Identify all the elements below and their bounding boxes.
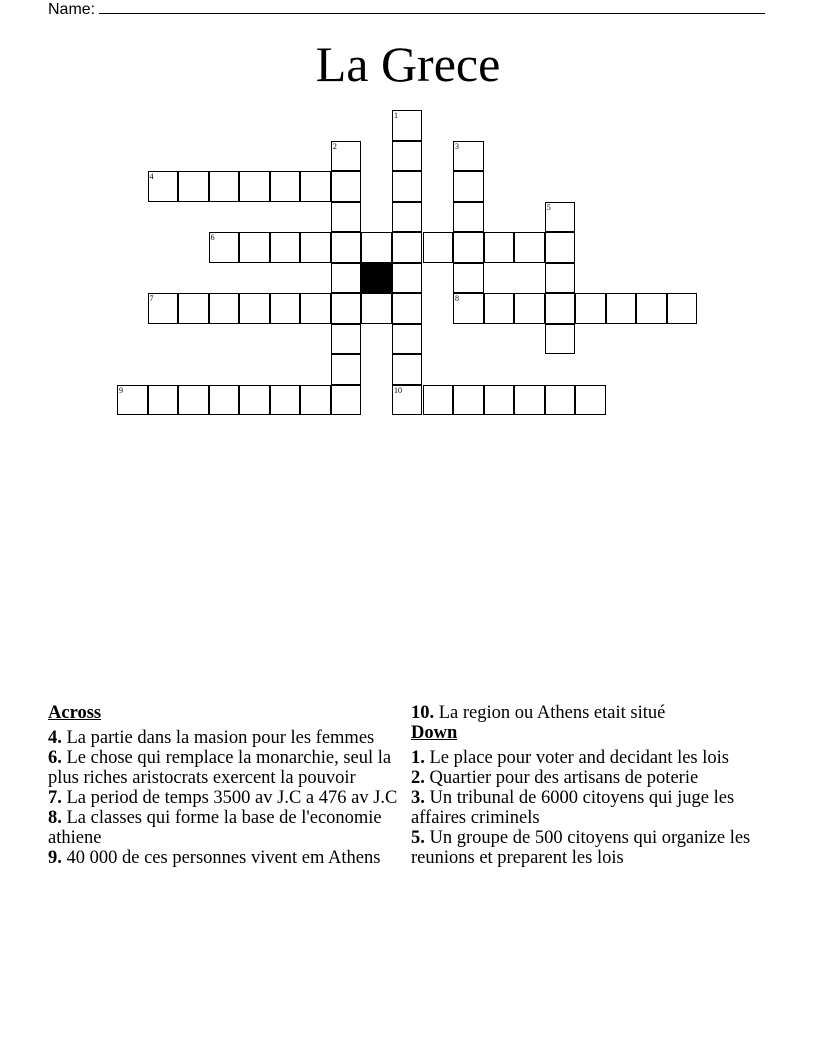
grid-cell[interactable] [392, 110, 423, 141]
grid-cell[interactable] [270, 232, 301, 263]
grid-cell[interactable] [545, 293, 576, 324]
grid-cell[interactable] [606, 293, 637, 324]
grid-cell[interactable] [514, 293, 545, 324]
grid-cell[interactable] [545, 263, 576, 294]
grid-cell[interactable] [453, 141, 484, 172]
grid-cell[interactable] [117, 385, 148, 416]
grid-cell[interactable] [178, 293, 209, 324]
grid-cell[interactable] [392, 354, 423, 385]
name-field[interactable] [48, 0, 765, 20]
grid-cell[interactable] [178, 385, 209, 416]
down-heading: Down [411, 723, 458, 743]
grid-cell[interactable] [300, 171, 331, 202]
grid-cell[interactable] [361, 293, 392, 324]
grid-cell[interactable] [453, 385, 484, 416]
clue-number: 10 [393, 385, 402, 395]
grid-cell[interactable] [392, 202, 423, 233]
clue-number: 5 [546, 202, 551, 212]
black-cell [361, 263, 392, 294]
grid-cell[interactable] [209, 171, 240, 202]
grid-cell[interactable] [545, 324, 576, 355]
grid-cell[interactable] [270, 293, 301, 324]
clue-number: 1 [393, 111, 398, 120]
clues-down-column [411, 703, 771, 868]
name-blank-line[interactable] [99, 0, 765, 14]
grid-cell[interactable] [239, 171, 270, 202]
grid-cell[interactable] [209, 385, 240, 416]
clue-down-5: 5. Un groupe de 500 citoyens qui organize les reunions et preparent les lois [411, 828, 751, 868]
grid-cell[interactable] [209, 293, 240, 324]
grid-cell[interactable] [331, 324, 362, 355]
clue-number: 6 [210, 233, 215, 243]
grid-cell[interactable] [514, 232, 545, 263]
grid-cell[interactable] [453, 293, 484, 324]
grid-cell[interactable] [331, 141, 362, 172]
grid-cell[interactable] [484, 385, 515, 416]
across-heading: Across [48, 703, 102, 723]
grid-cell[interactable] [453, 232, 484, 263]
grid-cell[interactable] [209, 232, 240, 263]
grid-cell[interactable] [453, 171, 484, 202]
grid-cell[interactable] [331, 293, 362, 324]
name-label: Name: [48, 1, 96, 18]
clue-number: 9 [119, 385, 123, 395]
page-title: La Grece [315, 36, 501, 92]
grid-cell[interactable] [392, 385, 423, 416]
grid-cell[interactable] [545, 202, 576, 233]
grid-cell[interactable] [453, 263, 484, 294]
grid-cell[interactable] [392, 141, 423, 172]
grid-cell[interactable] [361, 232, 392, 263]
clue-across-9: 9. 40 000 de ces personnes vivent em Athens [48, 848, 381, 868]
grid-cell[interactable] [575, 385, 606, 416]
clue-number: 7 [149, 294, 154, 304]
grid-cell[interactable] [575, 293, 606, 324]
grid-cell[interactable] [239, 293, 270, 324]
grid-cell[interactable] [392, 232, 423, 263]
grid-cell[interactable] [239, 385, 270, 416]
clue-across-7: 7. La period de temps 3500 av J.C a 476 av J.C [48, 788, 398, 808]
grid-cell[interactable] [484, 232, 515, 263]
grid-cell[interactable] [300, 232, 331, 263]
grid-cell[interactable] [545, 232, 576, 263]
clue-number: 3 [455, 141, 460, 151]
clue-down-2: 2. Quartier pour des artisans de poterie [411, 768, 699, 788]
clue-across-4: 4. La partie dans la masion pour les femmes [48, 728, 375, 748]
grid-cell[interactable] [270, 385, 301, 416]
grid-cell[interactable] [270, 171, 301, 202]
grid-cell[interactable] [300, 385, 331, 416]
grid-cell[interactable] [331, 263, 362, 294]
clue-number: 2 [332, 141, 337, 151]
grid-cell[interactable] [484, 293, 515, 324]
clue-down-1: 1. Le place pour voter and decidant les lois [411, 748, 729, 768]
clue-down-3: 3. Un tribunal de 6000 citoyens qui juge les affaires criminels [411, 788, 735, 828]
clue-across-10: 10. La region ou Athens etait situé [411, 703, 666, 723]
grid-cell[interactable] [667, 293, 698, 324]
grid-cell[interactable] [239, 232, 270, 263]
grid-cell[interactable] [331, 354, 362, 385]
grid-cell[interactable] [423, 385, 454, 416]
grid-cell[interactable] [148, 385, 179, 416]
grid-cell[interactable] [178, 171, 209, 202]
grid-cell[interactable] [514, 385, 545, 416]
clue-across-6: 6. Le chose qui remplace la monarchie, seul la plus riches aristocrats exercent la pouvoir [48, 748, 392, 788]
grid-cell[interactable] [331, 202, 362, 233]
grid-cell[interactable] [392, 293, 423, 324]
grid-cell[interactable] [300, 293, 331, 324]
clue-number: 4 [149, 172, 154, 182]
grid-cell[interactable] [545, 385, 576, 416]
clue-number: 8 [455, 294, 460, 304]
grid-cell[interactable] [453, 202, 484, 233]
grid-cell[interactable] [392, 263, 423, 294]
grid-cell[interactable] [331, 232, 362, 263]
grid-cell[interactable] [636, 293, 667, 324]
clue-across-8: 8. La classes qui forme la base de l'economie athiene [48, 808, 382, 848]
grid-cell[interactable] [423, 232, 454, 263]
grid-cell[interactable] [331, 385, 362, 416]
grid-cell[interactable] [148, 171, 179, 202]
grid-cell[interactable] [392, 324, 423, 355]
clues-across-column [48, 703, 398, 868]
grid-cell[interactable] [331, 171, 362, 202]
grid-cell[interactable] [392, 171, 423, 202]
grid-cell[interactable] [148, 293, 179, 324]
